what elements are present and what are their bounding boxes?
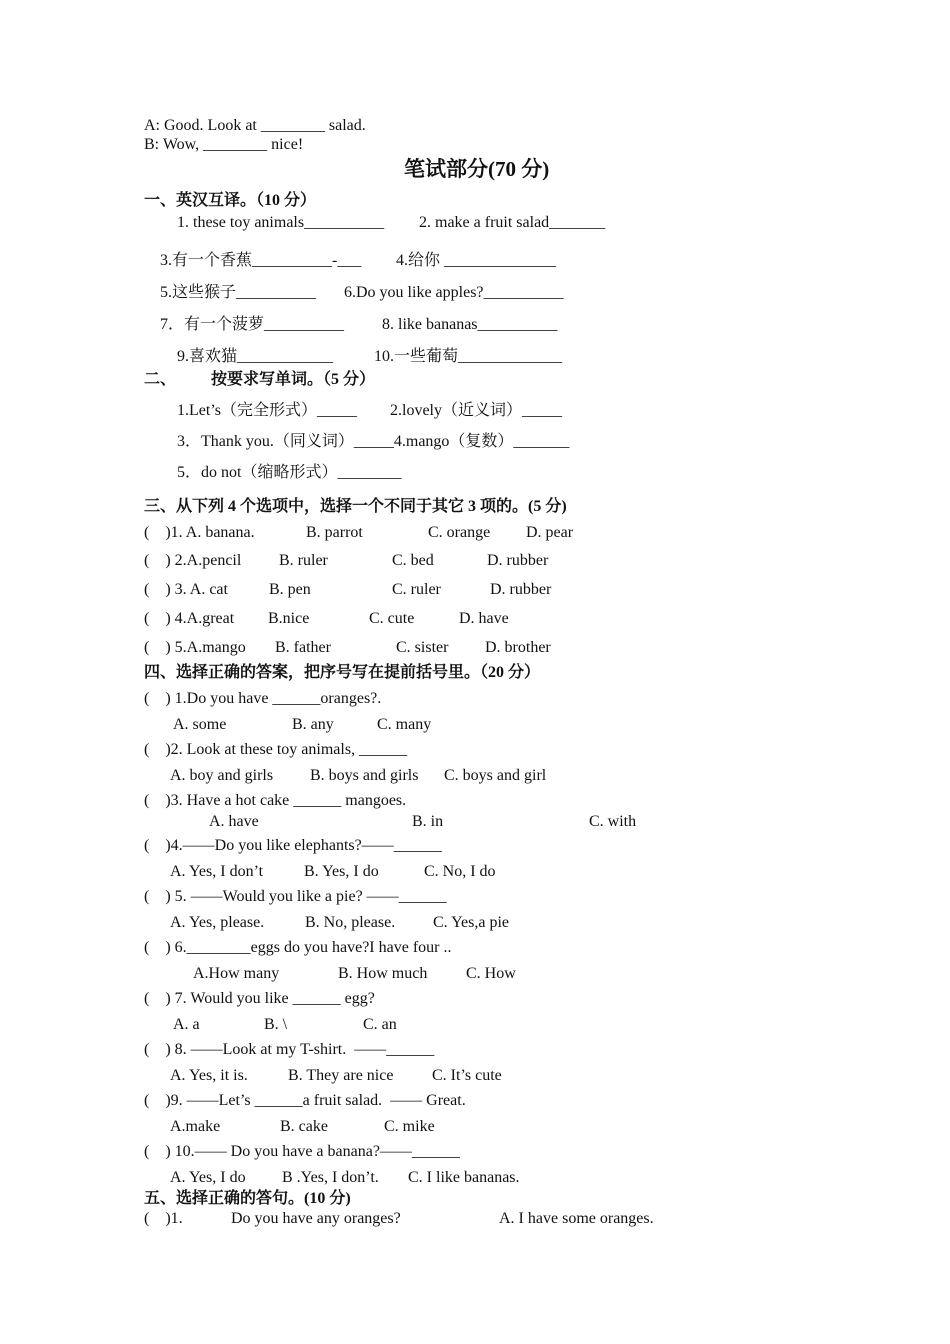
s1-question-4: 4.给你 ______________ bbox=[396, 252, 557, 269]
s4-option-b: B. No, please. bbox=[305, 914, 396, 931]
s4-option-c: C. many bbox=[377, 716, 432, 733]
s4-option-c: C. Yes,a pie bbox=[433, 914, 510, 931]
s4-option-c: C. I like bananas. bbox=[408, 1169, 520, 1186]
s4-option-a: A. Yes, please. bbox=[170, 914, 265, 931]
s4-option-b: B. How much bbox=[338, 965, 428, 982]
s5-answer-a: A. I have some oranges. bbox=[499, 1210, 654, 1227]
s2-question-3-4: 3．Thank you.（同义词）_____4.mango（复数）_______ bbox=[177, 433, 570, 450]
s3-option-c: C. orange bbox=[428, 524, 491, 541]
s3-option-d: D. pear bbox=[526, 524, 574, 541]
s4-option-a: A. Yes, I don’t bbox=[170, 863, 264, 880]
s1-question-1: 1. these toy animals__________ bbox=[177, 214, 385, 231]
s4-option-c: C. How bbox=[466, 965, 516, 982]
dialog-line-b: B: Wow, ________ nice! bbox=[144, 136, 304, 153]
s1-question-2: 2. make a fruit salad_______ bbox=[419, 214, 606, 231]
s4-option-a: A.make bbox=[170, 1118, 221, 1135]
s3-option-b: B.nice bbox=[268, 610, 310, 627]
s4-option-c: C. an bbox=[363, 1016, 397, 1033]
s4-option-a: A. have bbox=[209, 813, 259, 830]
s3-row-stem: ( ) 3. A. cat bbox=[144, 581, 228, 598]
s1-question-3: 3.有一个香蕉__________-___ bbox=[160, 252, 362, 269]
s1-question-7: 7．有一个菠萝__________ bbox=[160, 316, 345, 333]
dialog-line-a: A: Good. Look at ________ salad. bbox=[144, 117, 366, 134]
s4-option-a: A. a bbox=[173, 1016, 200, 1033]
s4-question-stem: ( )2. Look at these toy animals, ______ bbox=[144, 741, 408, 758]
section-2-number: 二、 bbox=[144, 371, 177, 388]
s3-row-stem: ( ) 2.A.pencil bbox=[144, 552, 242, 569]
s3-option-b: B. parrot bbox=[306, 524, 363, 541]
s4-option-a: A.How many bbox=[193, 965, 280, 982]
s4-question-stem: ( ) 1.Do you have ______oranges?. bbox=[144, 690, 382, 707]
section-3-heading: 三、从下列 4 个选项中，选择一个不同于其它 3 项的。(5 分) bbox=[144, 498, 567, 515]
s4-option-c: C. No, I do bbox=[424, 863, 496, 880]
s4-option-b: B. boys and girls bbox=[310, 767, 419, 784]
s4-option-b: B. any bbox=[292, 716, 334, 733]
s4-question-stem: ( ) 7. Would you like ______ egg? bbox=[144, 990, 375, 1007]
s3-option-d: D. brother bbox=[485, 639, 551, 656]
s2-question-2: 2.lovely（近义词）_____ bbox=[390, 402, 562, 419]
s3-option-d: D. rubber bbox=[490, 581, 552, 598]
section-1-heading: 一、英汉互译。（10 分） bbox=[144, 192, 317, 209]
s3-option-b: B. ruler bbox=[279, 552, 328, 569]
s5-question-1-number: ( )1. bbox=[144, 1210, 183, 1227]
s3-option-c: C. ruler bbox=[392, 581, 441, 598]
s4-option-b: B. \ bbox=[264, 1016, 288, 1033]
s4-option-b: B. cake bbox=[280, 1118, 328, 1135]
s1-question-5: 5.这些猴子__________ bbox=[160, 284, 317, 301]
s4-option-b: B .Yes, I don’t. bbox=[282, 1169, 379, 1186]
s4-option-a: A. Yes, I do bbox=[170, 1169, 246, 1186]
s4-question-stem: ( ) 5. ——Would you like a pie? ——______ bbox=[144, 888, 447, 905]
s3-option-b: B. father bbox=[275, 639, 331, 656]
s3-row-stem: ( ) 5.A.mango bbox=[144, 639, 246, 656]
section-4-heading: 四、选择正确的答案，把序号写在提前括号里。（20 分） bbox=[144, 664, 541, 681]
s4-option-a: A. boy and girls bbox=[170, 767, 274, 784]
s3-row-stem: ( ) 4.A.great bbox=[144, 610, 235, 627]
s4-question-stem: ( ) 6.________eggs do you have?I have four .. bbox=[144, 939, 452, 956]
s3-row-stem: ( )1. A. banana. bbox=[144, 524, 255, 541]
s4-option-a: A. Yes, it is. bbox=[170, 1067, 248, 1084]
s3-option-b: B. pen bbox=[269, 581, 311, 598]
s4-option-a: A. some bbox=[173, 716, 227, 733]
section-2-heading: 按要求写单词。（5 分） bbox=[211, 371, 376, 388]
s1-question-6: 6.Do you like apples?__________ bbox=[344, 284, 564, 301]
s4-question-stem: ( ) 8. ——Look at my T-shirt. ——______ bbox=[144, 1041, 435, 1058]
s1-question-10: 10.一些葡萄_____________ bbox=[374, 348, 563, 365]
s5-question-1-text: Do you have any oranges? bbox=[231, 1210, 401, 1227]
s4-option-b: B. in bbox=[412, 813, 444, 830]
s2-question-1: 1.Let’s（完全形式）_____ bbox=[177, 402, 357, 419]
s1-question-8: 8. like bananas__________ bbox=[382, 316, 558, 333]
s3-option-c: C. cute bbox=[369, 610, 415, 627]
s4-question-stem: ( )3. Have a hot cake ______ mangoes. bbox=[144, 792, 407, 809]
s4-question-stem: ( )9. ——Let’s ______a fruit salad. —— Great. bbox=[144, 1092, 466, 1109]
s4-option-c: C. with bbox=[589, 813, 637, 830]
s4-option-b: B. Yes, I do bbox=[304, 863, 379, 880]
s3-option-d: D. have bbox=[459, 610, 509, 627]
s2-question-5: 5．do not（缩略形式）________ bbox=[177, 464, 402, 481]
s4-option-b: B. They are nice bbox=[288, 1067, 394, 1084]
s3-option-d: D. rubber bbox=[487, 552, 549, 569]
s3-option-c: C. bed bbox=[392, 552, 434, 569]
s4-option-c: C. It’s cute bbox=[432, 1067, 502, 1084]
s3-option-c: C. sister bbox=[396, 639, 449, 656]
s4-question-stem: ( )4.——Do you like elephants?——______ bbox=[144, 837, 442, 854]
s1-question-9: 9.喜欢猫____________ bbox=[177, 348, 334, 365]
page-title: 笔试部分(70 分) bbox=[404, 157, 550, 181]
section-5-heading: 五、选择正确的答句。(10 分) bbox=[144, 1190, 351, 1207]
s4-question-stem: ( ) 10.—— Do you have a banana?——______ bbox=[144, 1143, 460, 1160]
s4-option-c: C. boys and girl bbox=[444, 767, 547, 784]
s4-option-c: C. mike bbox=[384, 1118, 435, 1135]
